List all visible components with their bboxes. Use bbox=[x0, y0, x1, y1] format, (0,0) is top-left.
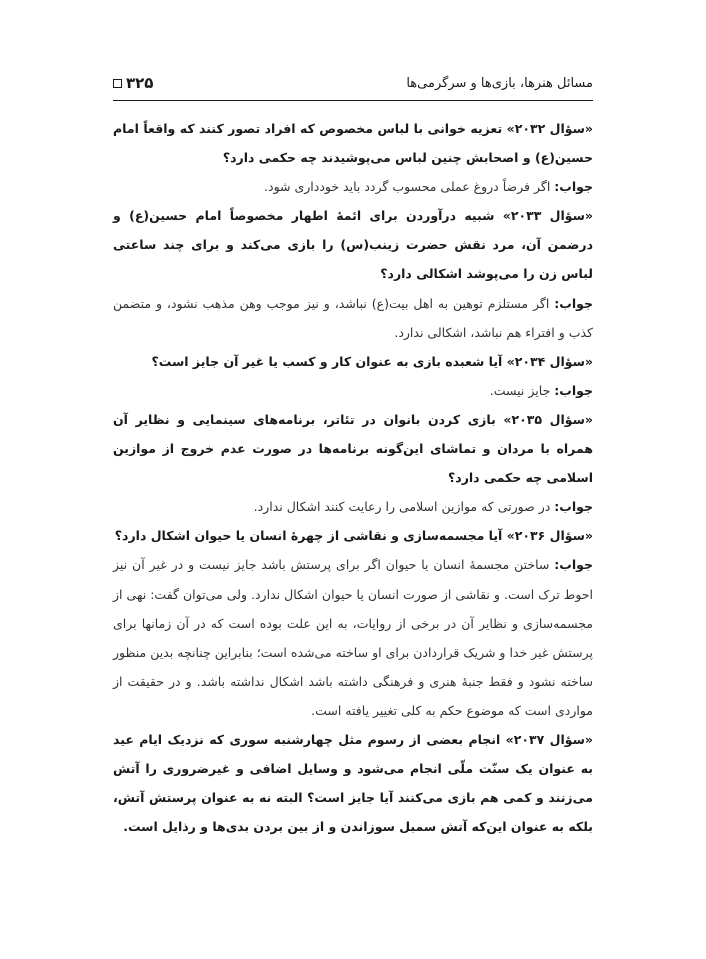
page-number-text: ۳۲۵ bbox=[126, 74, 154, 92]
answer-2035 bbox=[113, 492, 593, 521]
square-icon bbox=[113, 79, 122, 88]
answer-2032 bbox=[113, 172, 593, 201]
question-2033: «سؤال ۲۰۳۳» شبیه درآوردن برای ائمهٔ اطهار مخصوصاً امام حسین(ع) و درضمن آن، مرد نقش حضرت زینب(س) را بازی می‌کند و برای چند ساعتی لباس زن را می‌پوشد اشکالی دارد؟ bbox=[113, 208, 594, 282]
question-2034: «سؤال ۲۰۳۴» آیا شعبده بازی به عنوان کار و کسب یا غیر آن جایز است؟ bbox=[151, 353, 593, 369]
question-2035: «سؤال ۲۰۳۵» بازی کردن بانوان در تئاتر، برنامه‌های سینمایی و نظایر آن همراه با مردان و تماشای این‌گونه برنامه‌ها در صورت عدم خروج از موازین اسلامی چه حکمی دارد؟ bbox=[113, 411, 593, 486]
answer-text: در صورتی که موازین اسلامی را رعایت کنند اشکال ندارد. bbox=[253, 499, 551, 515]
question-2036: «سؤال ۲۰۳۶» آیا مجسمه‌سازی و نقاشی از چهرهٔ انسان یا حیوان اشکال دارد؟ bbox=[114, 528, 593, 544]
header-divider bbox=[113, 100, 593, 101]
page-number bbox=[113, 74, 153, 92]
answer-2033 bbox=[113, 289, 593, 347]
page-header bbox=[113, 70, 593, 98]
answer-label: جواب: bbox=[554, 295, 593, 311]
page-body bbox=[113, 114, 593, 841]
question-2037: «سؤال ۲۰۳۷» انجام بعضی از رسوم مثل چهارشنبه سوری که نزدیک ایام عید به عنوان یک سنّت ملّی انجام می‌شود و وسایل اضافی و غیرضروری را آتش می‌زنند و کمی هم بازی می‌کنند آیا جایز است؟ البته نه به عنوان پرستش آتش، بلکه به عنوان این‌که آتش سمبل سوزاندن و از بین بردن بدی‌ها و رذایل است. bbox=[113, 731, 593, 835]
answer-2034 bbox=[113, 376, 593, 405]
question-2032: «سؤال ۲۰۳۲» تعزیه خوانی با لباس مخصوص که افراد تصور کنند که واقعاً امام حسین(ع) و اصحابش چنین لباس می‌پوشیدند چه حکمی دارد؟ bbox=[113, 121, 593, 166]
answer-label: جواب: bbox=[554, 382, 593, 398]
answer-text: ساختن مجسمهٔ انسان یا حیوان اگر برای پرستش باشد جایز نیست و در غیر آن نیز احوط ترک است. و نقاشی از صورت انسان یا حیوان اشکال ندارد. ولی می‌توان گفت: نهی از مجسمه‌سازی و نظایر آن در برخی از روایات، به این علت بوده است که در آن زمانها برای پرستش غیر خدا و شریک قراردادن برای او ساخته می‌شده است؛ بنابراین چنانچه بدین منظور ساخته نشود و فقط جنبهٔ هنری و فرهنگی داشته باشد اشکال نداشته باشد. و در حقیقت از مواردی است که موضوع حکم به کلی تغییر یافته است. bbox=[113, 557, 593, 718]
answer-text: اگر فرضاً دروغ عملی محسوب گردد باید خودداری شود. bbox=[264, 179, 551, 195]
answer-text: اگر مستلزم توهین به اهل بیت(ع) نباشد، و نیز موجب وهن مذهب نشود، و متضمن کذب و افتراء هم نباشد، اشکالی ندارد. bbox=[113, 295, 593, 340]
answer-label: جواب: bbox=[554, 499, 593, 515]
running-title: مسائل هنرها، بازی‌ها و سرگرمی‌ها bbox=[406, 76, 593, 91]
answer-text: جایز نیست. bbox=[489, 382, 551, 398]
answer-label: جواب: bbox=[554, 557, 593, 573]
answer-2036 bbox=[113, 550, 593, 725]
answer-label: جواب: bbox=[554, 179, 593, 195]
